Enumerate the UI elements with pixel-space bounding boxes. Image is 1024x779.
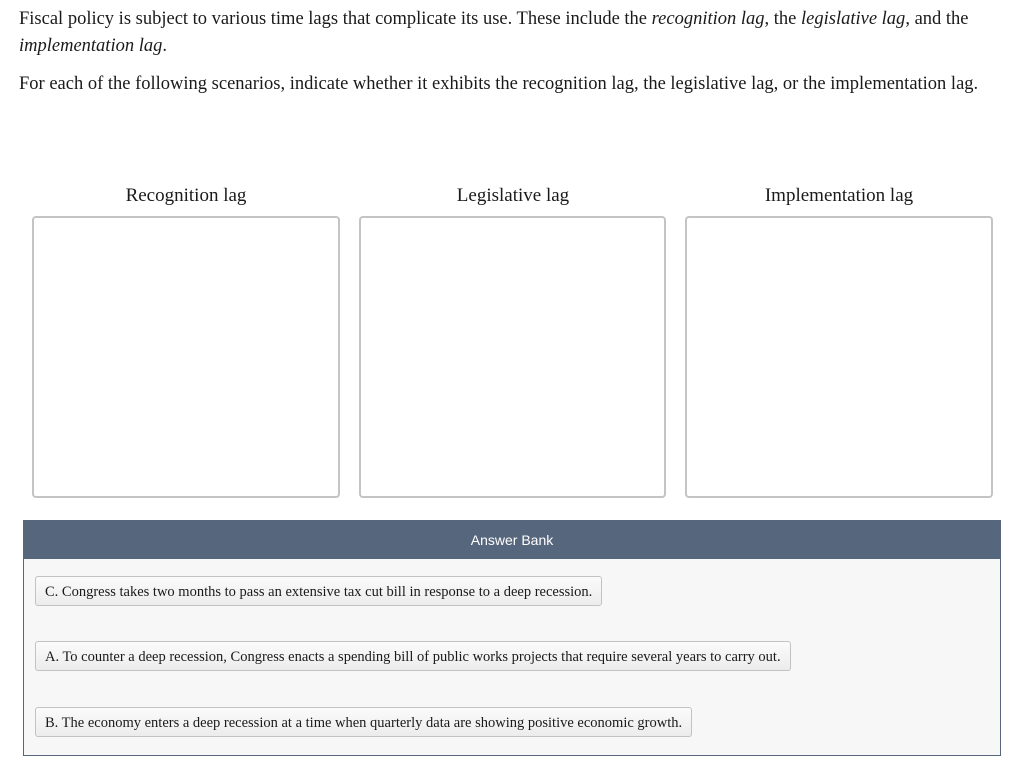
- drop-zone-recognition-lag[interactable]: [32, 216, 340, 498]
- term-legislative-lag: legislative lag: [801, 9, 906, 29]
- answer-bank-title: Answer Bank: [24, 521, 1000, 559]
- answer-chip-a[interactable]: A. To counter a deep recession, Congress enacts a spending bill of public works projects that require several years to carry out.: [35, 641, 791, 671]
- intro-paragraph: [19, 6, 1009, 60]
- intro-text: Fiscal policy is subject to various time lags that complicate its use. These include the: [19, 9, 652, 29]
- answer-bank: [23, 520, 1001, 756]
- bin-title-implementation-lag: Implementation lag: [764, 185, 914, 206]
- bin-title-recognition-lag: Recognition lag: [125, 185, 247, 206]
- instructions: [19, 6, 1009, 109]
- term-implementation-lag: implementation lag: [19, 36, 163, 56]
- term-recognition-lag: recognition lag: [651, 9, 765, 29]
- intro-text: .: [162, 36, 167, 56]
- task-paragraph: For each of the following scenarios, indicate whether it exhibits the recognition lag, the legislative lag, or the implementation lag.: [19, 74, 979, 94]
- intro-text: , and the: [905, 9, 969, 29]
- bin-title-legislative-lag: Legislative lag: [456, 185, 570, 206]
- drop-zone-implementation-lag[interactable]: [685, 216, 993, 498]
- answer-chip-b[interactable]: B. The economy enters a deep recession at a time when quarterly data are showing positive economic growth.: [35, 707, 692, 737]
- drop-zone-legislative-lag[interactable]: [359, 216, 666, 498]
- answer-chip-c[interactable]: C. Congress takes two months to pass an extensive tax cut bill in response to a deep recession.: [35, 576, 602, 606]
- intro-text: , the: [764, 9, 801, 29]
